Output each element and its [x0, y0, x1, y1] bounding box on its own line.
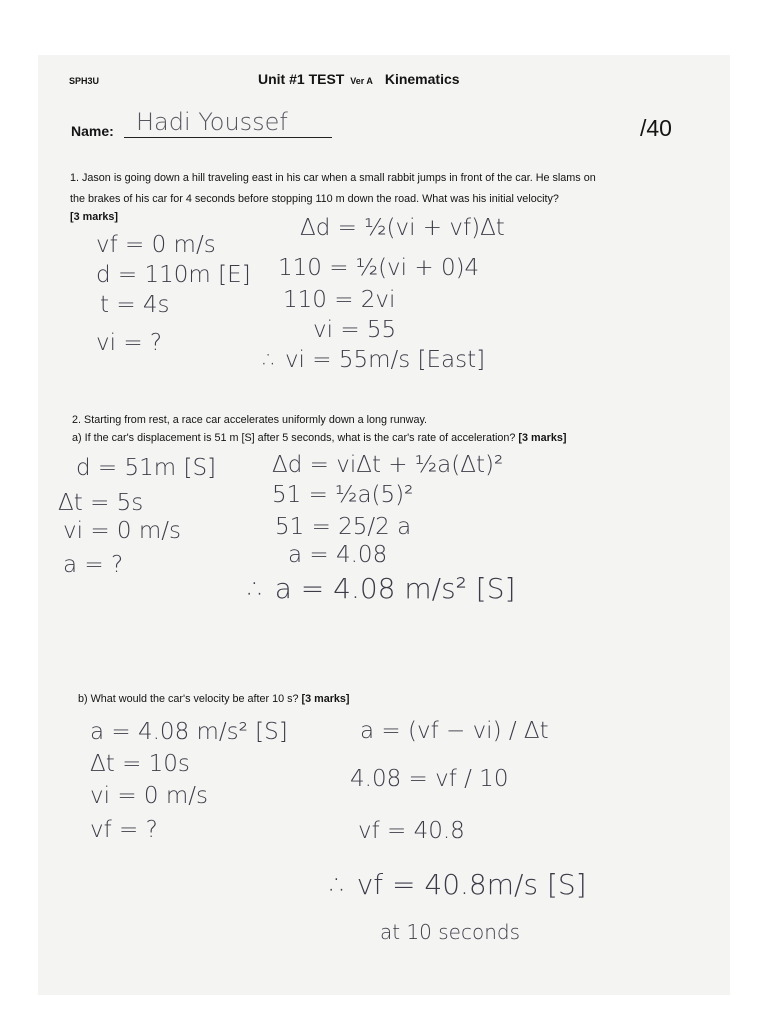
q2b-answer-note: at 10 seconds [380, 920, 521, 944]
q1-answer: ∴ vi = 55m/s [East] [263, 347, 486, 373]
q2a-given-d: d = 51m [S] [76, 455, 217, 481]
q2b-given-vf: vf = ? [90, 817, 158, 843]
q1-given-t: t = 4s [100, 292, 170, 318]
q1-text-line2: the brakes of his car for 4 seconds before stopping 110 m down the road. What was his initial velocity? [70, 193, 559, 205]
subject-text: Kinematics [384, 71, 460, 87]
q2b-given-vi: vi = 0 m/s [90, 783, 208, 809]
test-title [258, 71, 460, 87]
q2a-given-t: Δt = 5s [58, 490, 144, 516]
q1-work-simplify: 110 = 2vi [283, 287, 396, 313]
title-text: Unit #1 TEST [258, 71, 345, 87]
version-text: Ver A [350, 76, 373, 86]
q2b-question: b) What would the car's velocity be after 10 s? [78, 693, 299, 705]
q2a-work-a: a = 4.08 [288, 542, 388, 568]
q2a-given-a: a = ? [63, 552, 124, 578]
q2a-work-formula: Δd = viΔt + ½a(Δt)² [272, 452, 504, 478]
q1-work-sub: 110 = ½(vi + 0)4 [278, 255, 480, 281]
course-code: SPH3U [69, 76, 100, 86]
q2b-answer: ∴ vf = 40.8m/s [S] [330, 868, 587, 901]
q2b-given-t: Δt = 10s [90, 751, 190, 777]
score-total: /40 [640, 115, 672, 141]
q2b-given-a: a = 4.08 m/s² [S] [90, 719, 288, 745]
student-name: Hadi Youssef [136, 108, 288, 136]
name-label: Name: [71, 123, 114, 139]
q2a-question: a) If the car's displacement is 51 m [S] after 5 seconds, what is the car's rate of acceleration? [72, 432, 516, 444]
q2b-marks: [3 marks] [301, 693, 350, 705]
q2a-marks: [3 marks] [518, 432, 567, 444]
name-underline [124, 137, 332, 138]
q2-intro: 2. Starting from rest, a race car accelerates uniformly down a long runway. [72, 414, 428, 426]
q1-text-line1: 1. Jason is going down a hill traveling east in his car when a small rabbit jumps in front of the car. He slams on [70, 172, 596, 184]
q1-given-d: d = 110m [E] [96, 262, 251, 288]
q2a-answer: ∴ a = 4.08 m/s² [S] [248, 572, 516, 605]
q1-work-formula: Δd = ½(vi + vf)Δt [300, 215, 505, 241]
q2b-work-sub: 4.08 = vf / 10 [350, 766, 509, 792]
q2a-work-simplify: 51 = 25/2 a [275, 514, 412, 540]
q2b-work-formula: a = (vf − vi) / Δt [360, 718, 549, 744]
q2b-work-vf: vf = 40.8 [358, 818, 465, 844]
q2b-text [78, 693, 350, 705]
q2a-text [72, 432, 566, 444]
q2a-given-vi: vi = 0 m/s [63, 518, 181, 544]
q2a-work-sub: 51 = ½a(5)² [272, 482, 414, 508]
q1-marks: [3 marks] [70, 211, 119, 223]
q1-work-vi: vi = 55 [313, 317, 397, 343]
q1-given-vf: vf = 0 m/s [96, 232, 216, 258]
q1-given-vi: vi = ? [96, 330, 163, 356]
